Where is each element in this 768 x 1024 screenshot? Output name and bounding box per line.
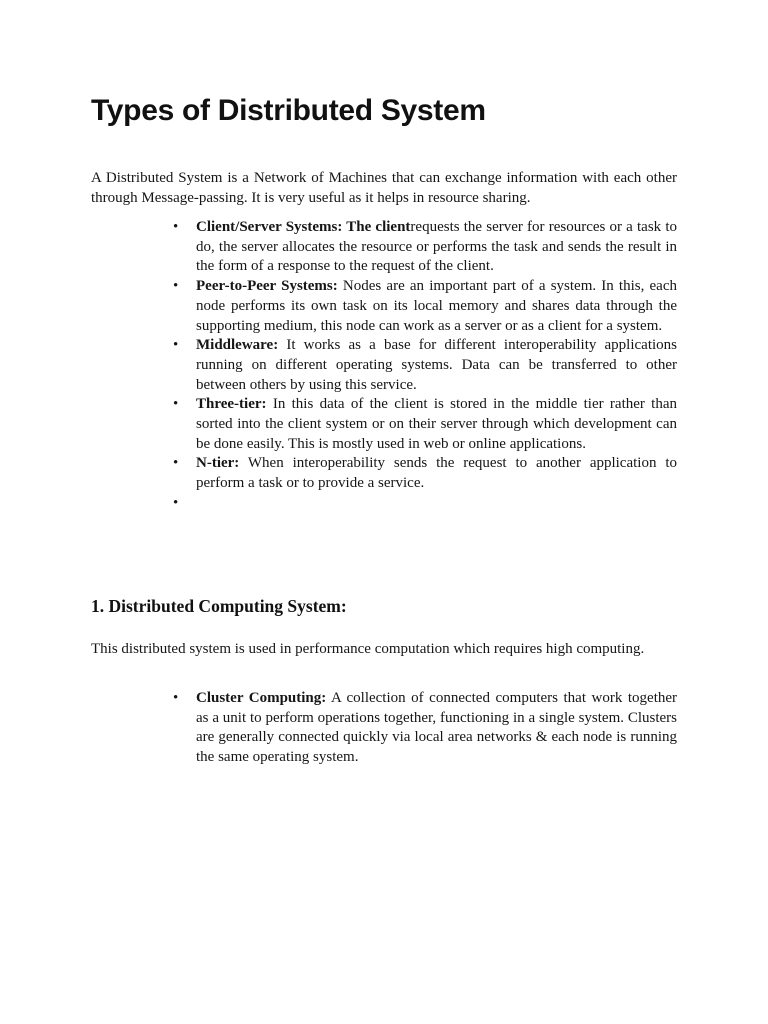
bullet-icon: • [173, 337, 179, 354]
description-cluster-computing: A collection of connected computers that work together as a unit to perform operations together, functioning in a single system. Clusters are generally connected quickly via local area networks & each node is running the same operating system. [196, 690, 678, 766]
description-three-tier: In this data of the client is stored in the middle tier rather than sorted into the client system or on their server through which development can be done easily. This is mostly used in web or online applications. [196, 396, 677, 452]
term-three-tier: Three-tier: [196, 396, 267, 413]
bullet-icon: • [173, 278, 179, 295]
bullet-icon: • [173, 396, 179, 413]
description-middleware: It works as a base for different interoperability applications running on different operating systems. Data can be transferred to other between others by using this service. [196, 337, 677, 393]
list-item-three-tier [173, 395, 677, 454]
bullet-icon: • [173, 219, 179, 235]
section-intro-paragraph: This distributed system is used in performance computation which requires high computing. [91, 641, 645, 657]
description-peer-to-peer: Nodes are an important part of a system. In this, each node performs its own task on its local memory and shares data through the supporting medium, this node can work as a server or as a client for a system. [196, 278, 677, 334]
section-heading: 1. Distributed Computing System: [91, 596, 347, 616]
description-client-server: requests the server for resources or a task to do, the server allocates the resource or performs the task and sends the result in the form of a response to the request of the client. [196, 219, 677, 275]
intro-paragraph: A Distributed System is a Network of Machines that can exchange information with each other through Message-passing. It is very useful as it helps in resource sharing. [91, 170, 677, 206]
term-cluster-computing: Cluster Computing: [196, 690, 327, 706]
term-client-server: Client/Server Systems: The client [196, 219, 411, 235]
bullet-icon: • [173, 494, 179, 511]
term-middleware: Middleware: [196, 337, 279, 354]
bullet-icon: • [173, 455, 179, 472]
list-item-empty [173, 494, 677, 514]
computing-types-list [173, 689, 678, 768]
description-n-tier: When interoperability sends the request to another application to perform a task or to provide a service. [196, 455, 677, 492]
list-item-middleware [173, 336, 677, 395]
list-item-client-server [173, 218, 677, 277]
term-n-tier: N-tier: [196, 455, 240, 472]
bullet-icon: • [173, 690, 179, 706]
list-item-cluster-computing [173, 689, 678, 768]
list-item-n-tier [173, 454, 677, 493]
page-title: Types of Distributed System [91, 94, 486, 127]
distributed-system-types-list [173, 218, 677, 514]
list-item-peer-to-peer [173, 277, 677, 336]
term-peer-to-peer: Peer-to-Peer Systems: [196, 278, 338, 295]
